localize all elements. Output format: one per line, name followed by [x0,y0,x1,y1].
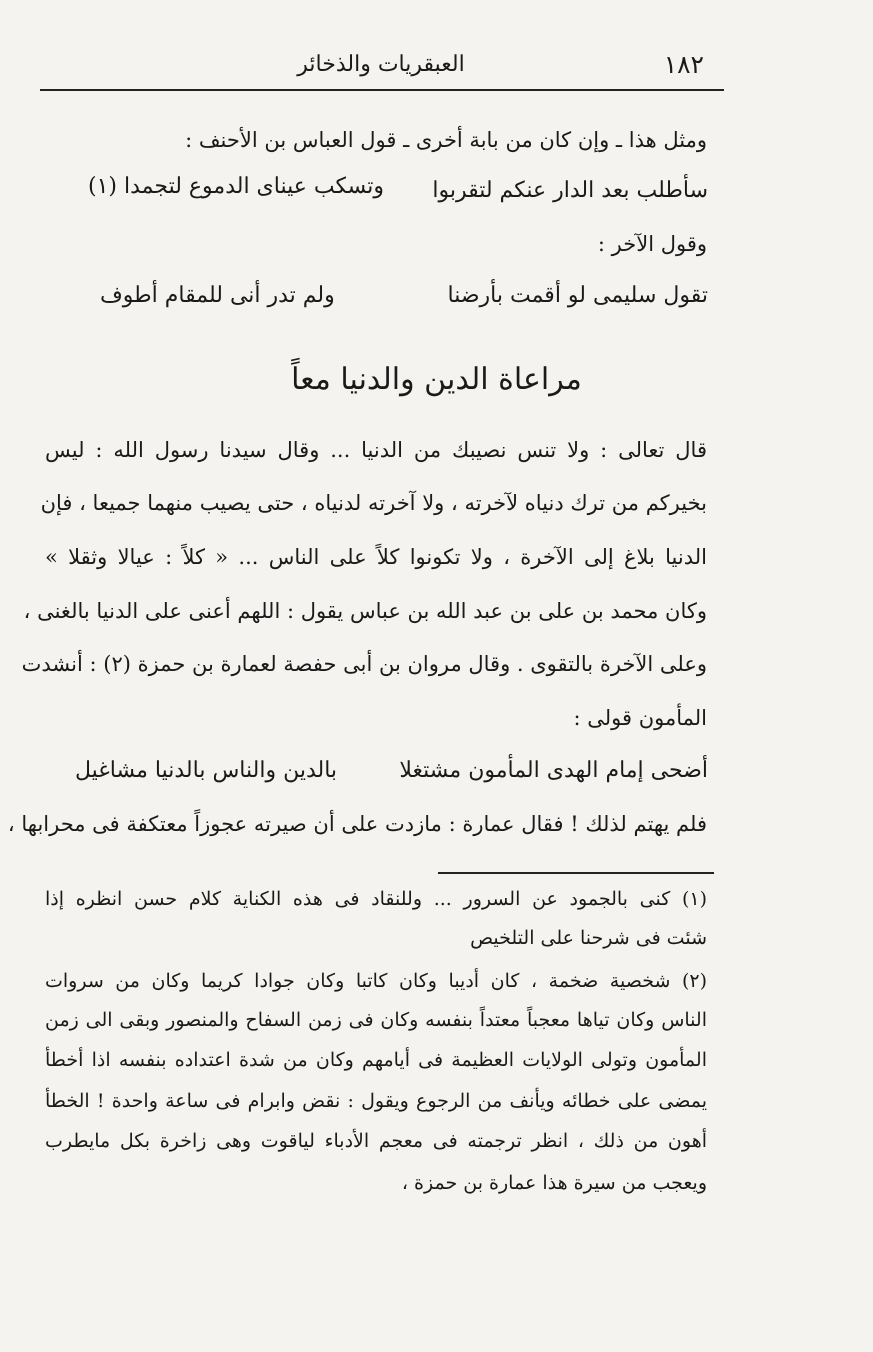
paragraph-line: الدنيا بلاغ إلى الآخرة ، ولا تكونوا كلاً على الناس ... « كلاً : عيالا وثقلا » [45,545,707,569]
footnote-2-line: الناس وكان تياها معجباً معتداً بنفسه وكان فى زمن السفاح والمنصور وبقى الى زمن [45,1009,707,1031]
paragraph-line: المأمون قولى : [573,706,707,730]
footnote-rule [438,872,714,874]
footnote-2-line: يمضى على خطائه ويأنف من الرجوع ويقول : نقض وابرام فى ساعة واحدة ! الخطأ [45,1090,707,1112]
paragraph-line: بخيركم من ترك دنياه لآخرته ، ولا آخرته لدنياه ، حتى يصيب منهما جميعا ، فإن [40,491,707,515]
paragraph-line: قال تعالى : ولا تنس نصيبك من الدنيا ... وقال سيدنا رسول الله : ليس [45,438,707,462]
footnote-2-line: (٢) شخصية ضخمة ، كان أديبا وكان كاتبا وكان جوادا كريما وكان من سروات [45,970,707,992]
page-header [40,44,722,88]
paragraph-line: وكان محمد بن على بن عبد الله بن عباس يقول : اللهم أعنى على الدنيا بالغنى ، [23,599,707,623]
page-number: ١٨٢ [663,50,704,79]
verse-3-right-hemistich: أضحى إمام الهدى المأمون مشتغلا [399,758,708,783]
verse-1-right-hemistich: سأطلب بعد الدار عنكم لتقربوا [432,178,708,203]
verse-1-left-hemistich: وتسكب عيناى الدموع لتجمدا (١) [88,174,384,199]
other-poet-intro: وقول الآخر : [597,232,707,256]
header-rule [40,89,724,91]
footnote-2-line: أهون من ذلك ، انظر ترجمته فى معجم الأدباء لياقوت وهى زاخرة بكل مايطرب [45,1130,707,1152]
intro-line: ومثل هذا ـ وإن كان من بابة أخرى ـ قول العباس بن الأحنف : [185,128,707,152]
footnote-2-line: المأمون وتولى الولايات العظيمة فى أيامهم وكان من شدة اعتداده بنفسه اذا أخطأ [45,1049,707,1071]
verse-2-right-hemistich: تقول سليمى لو أقمت بأرضنا [447,283,708,308]
paragraph-line: وعلى الآخرة بالتقوى . وقال مروان بن أبى حفصة لعمارة بن حمزة (٢) : أنشدت [21,652,707,676]
verse-2-left-hemistich: ولم تدر أنى للمقام أطوف [100,283,335,308]
footnote-1-line: (١) كنى بالجمود عن السرور ... وللنقاد فى هذه الكناية كلام حسن انظره إذا [45,888,707,910]
footnote-1-line: شئت فى شرحنا على التلخيص [470,927,707,949]
closing-line: فلم يهتم لذلك ! فقال عمارة : مازدت على أن صيرته عجوزاً معتكفة فى محرابها ، [7,812,707,836]
verse-3-left-hemistich: بالدين والناس بالدنيا مشاغيل [75,758,338,783]
footnote-2-line: ويعجب من سيرة هذا عمارة بن حمزة ، [401,1172,707,1194]
section-title: مراعاة الدين والدنيا معاً [291,362,582,397]
running-title: العبقريات والذخائر [297,52,465,77]
